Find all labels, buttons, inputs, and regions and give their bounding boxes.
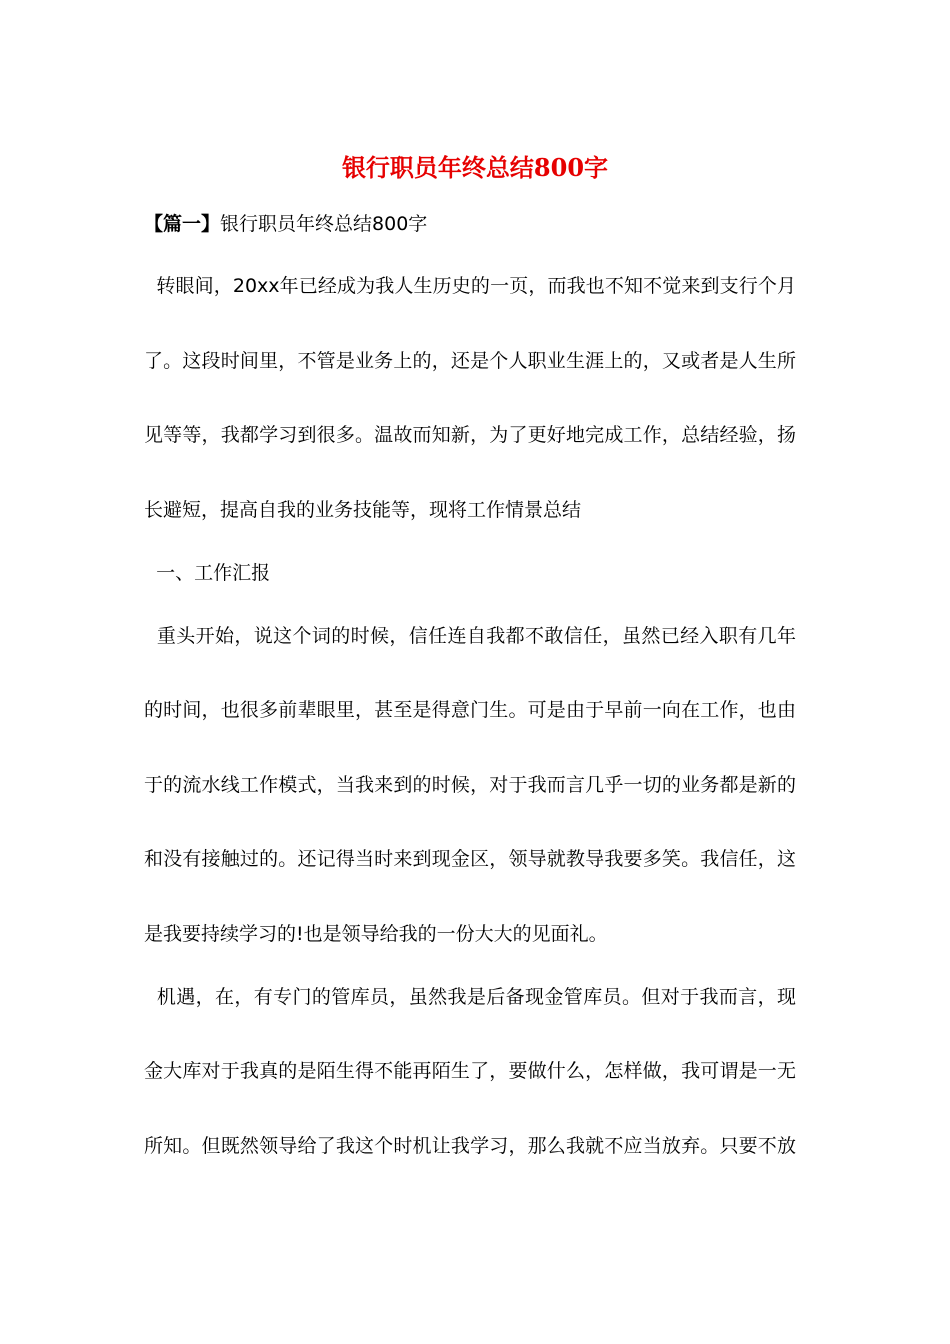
text-line-6: 重头开始，说这个词的时候，信任连自我都不敢信任，虽然已经入职有几年 [144,625,796,647]
text-line-8: 于的流水线工作模式，当我来到的时候，对于我而言几乎一切的业务都是新的 [144,774,796,796]
text-line-1: 转眼间，20xx年已经成为我人生历史的一页，而我也不知不觉来到支行个月 [144,275,796,297]
text-line-13: 所知。但既然领导给了我这个时机让我学习，那么我就不应当放弃。只要不放 [144,1135,796,1157]
text-line-3: 见等等，我都学习到很多。温故而知新，为了更好地完成工作，总结经验，扬 [144,424,796,446]
text-line-10: 是我要持续学习的!也是领导给我的一份大大的见面礼。 [144,923,608,945]
subheading-work-report: 一、工作汇报 [144,562,271,584]
section-heading-text: 银行职员年终总结800字 [220,213,428,235]
section-heading [144,210,796,238]
document-title: 银行职员年终总结800字 [341,153,609,182]
section-bracket: 【篇一】 [144,213,221,235]
text-line-4: 长避短，提高自我的业务技能等，现将工作情景总结 [144,499,582,521]
text-line-2: 了。这段时间里，不管是业务上的，还是个人职业生涯上的，又或者是人生所 [144,350,796,372]
text-line-7: 的时间，也很多前辈眼里，甚至是得意门生。可是由于早前一向在工作，也由 [144,699,796,721]
text-line-11: 机遇，在，有专门的管库员，虽然我是后备现金管库员。但对于我而言，现 [144,986,796,1008]
text-line-12: 金大库对于我真的是陌生得不能再陌生了，要做什么，怎样做，我可谓是一无 [144,1060,796,1082]
text-line-9: 和没有接触过的。还记得当时来到现金区，领导就教导我要多笑。我信任，这 [144,848,796,870]
